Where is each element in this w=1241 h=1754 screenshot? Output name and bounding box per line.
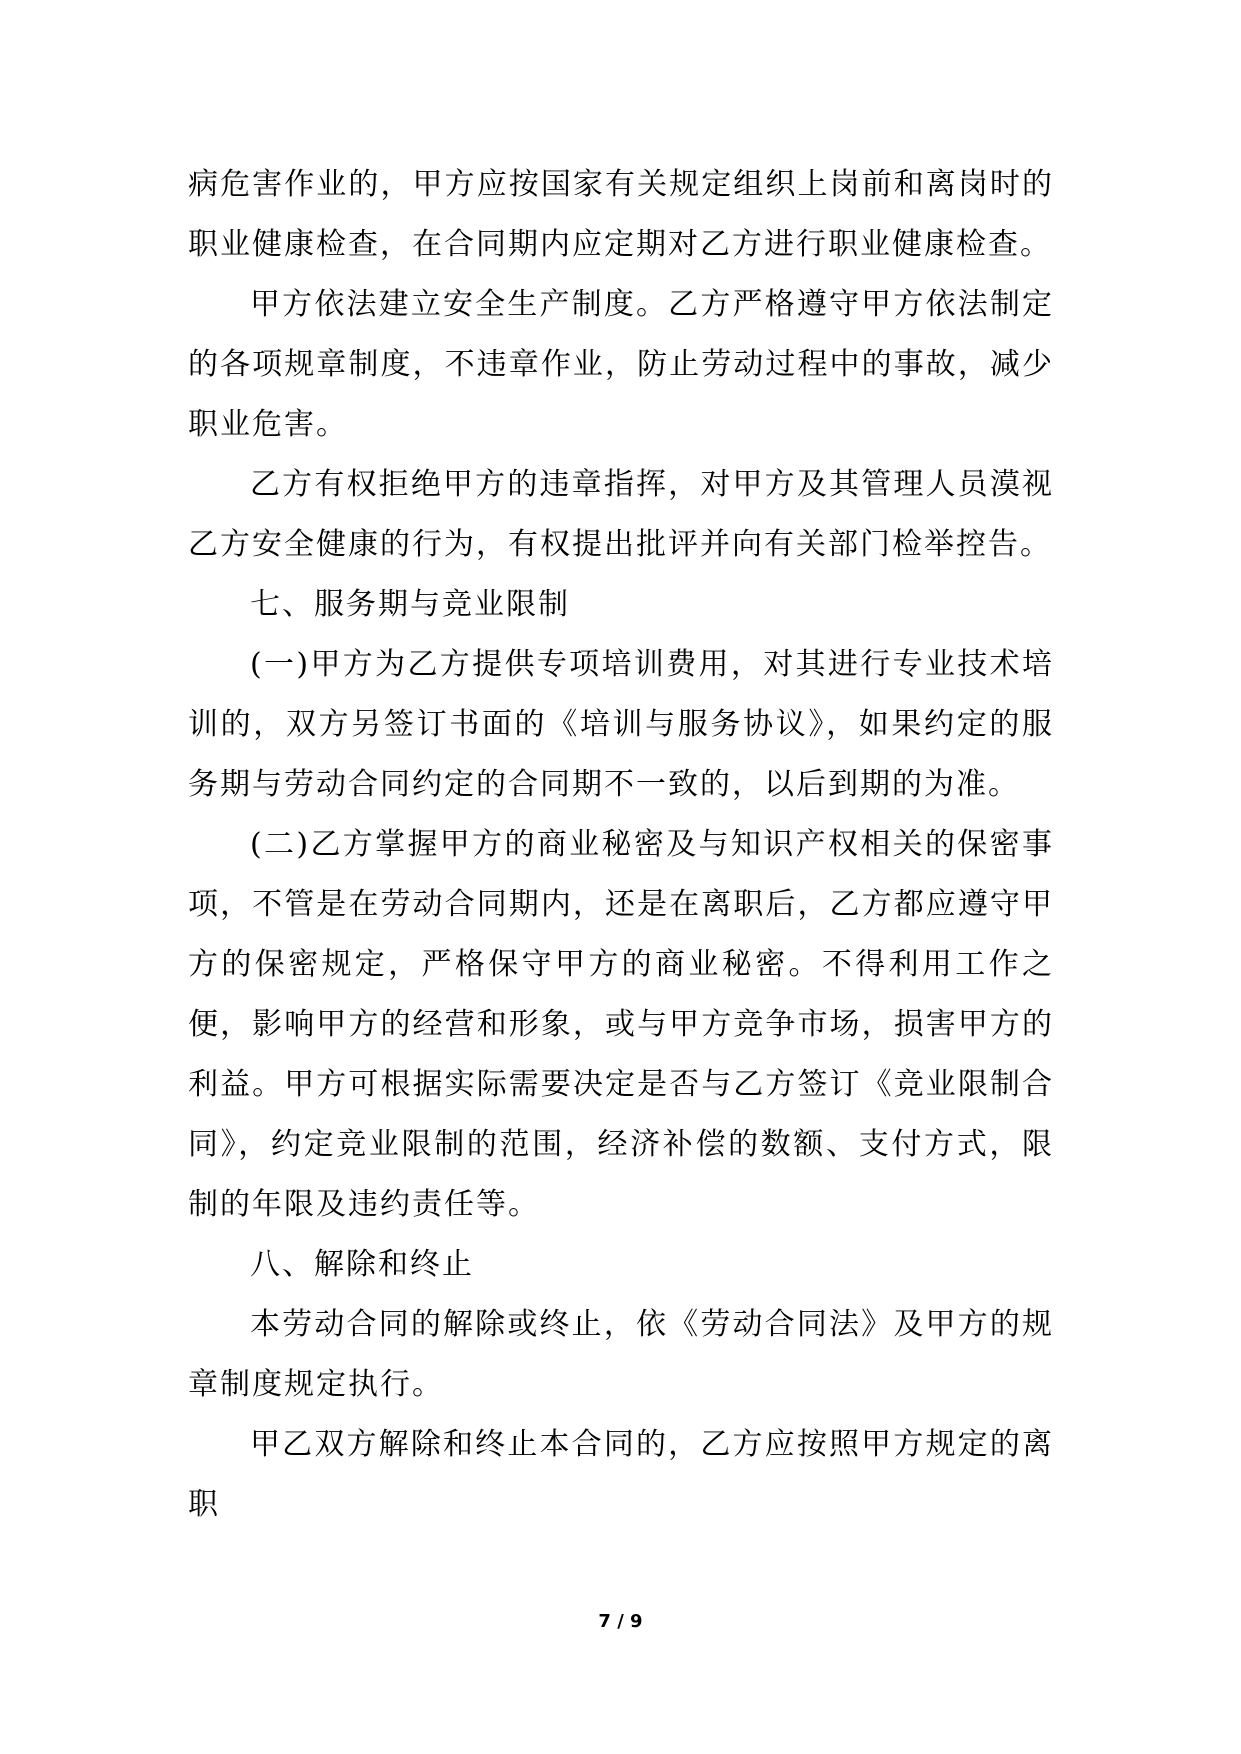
section-heading-service-period: 七、服务期与竞业限制 — [250, 587, 570, 622]
paragraph-training: (一)甲方为乙方提供专项培训费用，对其进行专业技术培训的，双方另签订书面的《培训与服务协议》，如果约定的服务期与劳动合同约定的合同期不一致的，以后到期的为准。 — [188, 647, 1054, 802]
paragraph-confidentiality: (二)乙方掌握甲方的商业秘密及与知识产权相关的保密事项，不管是在劳动合同期内，还是在离职后，乙方都应遵守甲方的保密规定，严格保守甲方的商业秘密。不得利用工作之便，影响甲方的经营和形象，或与甲方竞争市场，损害甲方的利益。甲方可根据实际需要决定是否与乙方签订《竞业限制合同》，约定竞业限制的范围，经济补偿的数额、支付方式，限制的年限及违约责任等。 — [188, 827, 1054, 1222]
page-number: 7 / 9 — [598, 1611, 643, 1632]
paragraph-safety-system: 甲方依法建立安全生产制度。乙方严格遵守甲方依法制定的各项规章制度，不违章作业，防止劳动过程中的事故，减少职业危害。 — [188, 287, 1054, 442]
paragraph-refuse-rights: 乙方有权拒绝甲方的违章指挥，对甲方及其管理人员漠视乙方安全健康的行为，有权提出批评并向有关部门检举控告。 — [188, 467, 1054, 562]
paragraph-departure: 甲乙双方解除和终止本合同的，乙方应按照甲方规定的离职 — [188, 1427, 1054, 1522]
section-heading-termination: 八、解除和终止 — [250, 1247, 474, 1282]
paragraph-termination-rules: 本劳动合同的解除或终止，依《劳动合同法》及甲方的规章制度规定执行。 — [188, 1307, 1054, 1402]
document-body — [188, 155, 1054, 1535]
paragraph-continued: 病危害作业的，甲方应按国家有关规定组织上岗前和离岗时的职业健康检查，在合同期内应定期对乙方进行职业健康检查。 — [188, 167, 1054, 262]
